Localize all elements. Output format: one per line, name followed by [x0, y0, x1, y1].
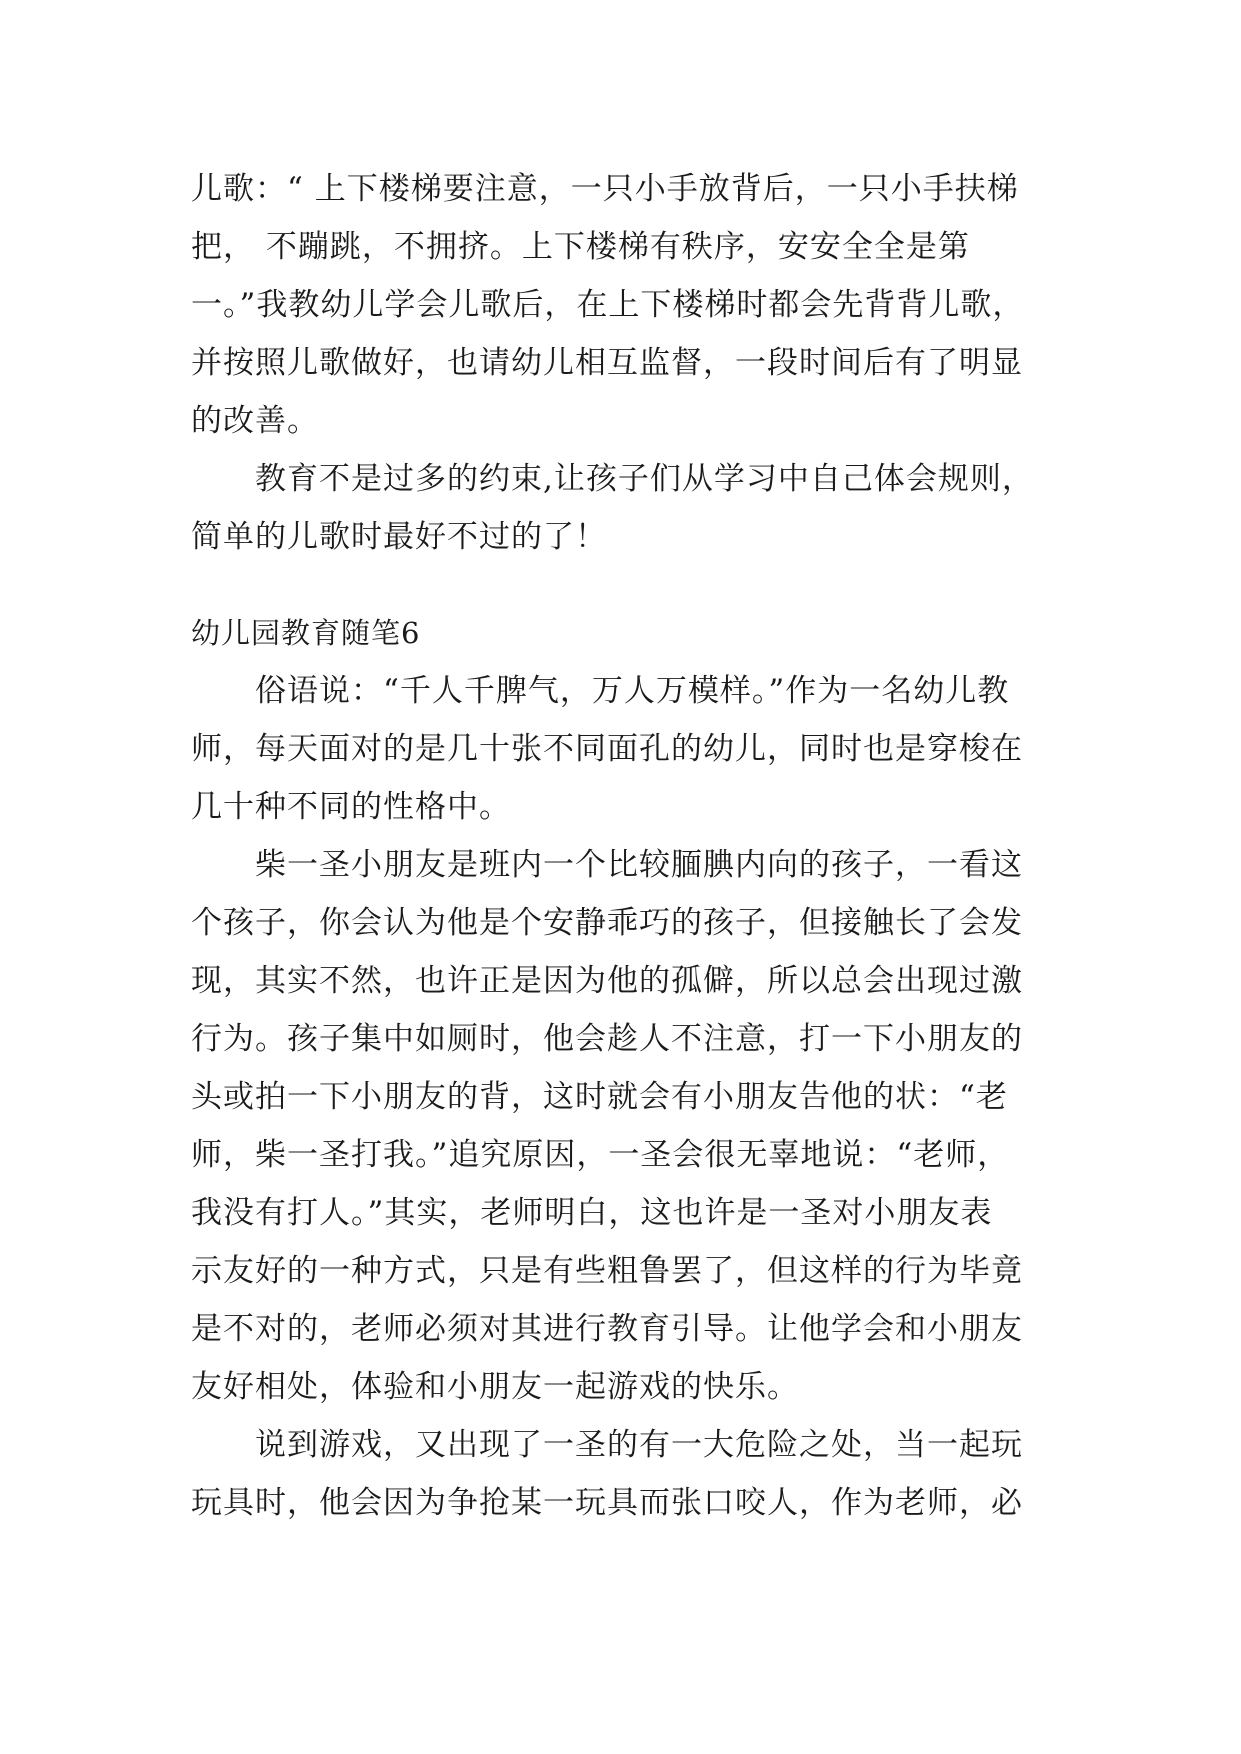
- text-line: 师，柴一圣打我。”追究原因，一圣会很无辜地说：“老师，: [191, 1137, 1010, 1173]
- text-line: 我没有打人。”其实，老师明白，这也许是一圣对小朋友表: [191, 1195, 993, 1231]
- text-line: 头或拍一下小朋友的背，这时就会有小朋友告他的状：“老: [191, 1079, 1008, 1115]
- text-line: 并按照儿歌做好，也请幼儿相互监督，一段时间后有了明显: [191, 345, 1023, 381]
- paragraph-games: [191, 1416, 1061, 1532]
- text-line: 把， 不蹦跳，不拥挤。上下楼梯有秩序，安安全全是第: [191, 229, 970, 265]
- text-line: 是不对的，老师必须对其进行教育引导。让他学会和小朋友: [191, 1311, 1023, 1347]
- text-line: 几十种不同的性格中。: [191, 789, 511, 825]
- text-line: 玩具时，他会因为争抢某一玩具而张口咬人，作为老师，必: [191, 1485, 1023, 1521]
- text-line: 柴一圣小朋友是班内一个比较腼腆内向的孩子，一看这: [255, 847, 1023, 883]
- text-line: 行为。孩子集中如厕时，他会趁人不注意，打一下小朋友的: [191, 1021, 1023, 1057]
- text-line: 教育不是过多的约束,让孩子们从学习中自己体会规则，: [255, 461, 1034, 497]
- text-line: 友好相处，体验和小朋友一起游戏的快乐。: [191, 1369, 799, 1405]
- text-line: 简单的儿歌时最好不过的了！: [191, 519, 607, 555]
- text-line: 说到游戏，又出现了一圣的有一大危险之处，当一起玩: [255, 1427, 1023, 1463]
- text-line: 儿歌：“ 上下楼梯要注意，一只小手放背后，一只小手扶梯: [191, 171, 1019, 207]
- text-line: 师，每天面对的是几十张不同面孔的幼儿，同时也是穿梭在: [191, 731, 1023, 767]
- text-line: 现，其实不然，也许正是因为他的孤僻，所以总会出现过激: [191, 963, 1023, 999]
- paragraph-child-story: [191, 836, 1061, 1416]
- paragraph-conclusion: [191, 450, 1061, 566]
- text-line: 一。”我教幼儿学会儿歌后，在上下楼梯时都会先背背儿歌，: [191, 287, 1025, 323]
- document-page: [191, 160, 1061, 1532]
- text-line: 个孩子，你会认为他是个安静乖巧的孩子，但接触长了会发: [191, 905, 1023, 941]
- text-line: 的改善。: [191, 403, 319, 439]
- paragraph-nursery-rhyme: [191, 160, 1061, 450]
- section-spacer: [191, 566, 1061, 604]
- text-line: 俗语说：“千人千脾气，万人万模样。”作为一名幼儿教: [255, 673, 1010, 709]
- text-line: 示友好的一种方式，只是有些粗鲁罢了，但这样的行为毕竟: [191, 1253, 1023, 1289]
- paragraph-proverb: [191, 662, 1061, 836]
- section-heading: 幼儿园教育随笔6: [191, 616, 421, 650]
